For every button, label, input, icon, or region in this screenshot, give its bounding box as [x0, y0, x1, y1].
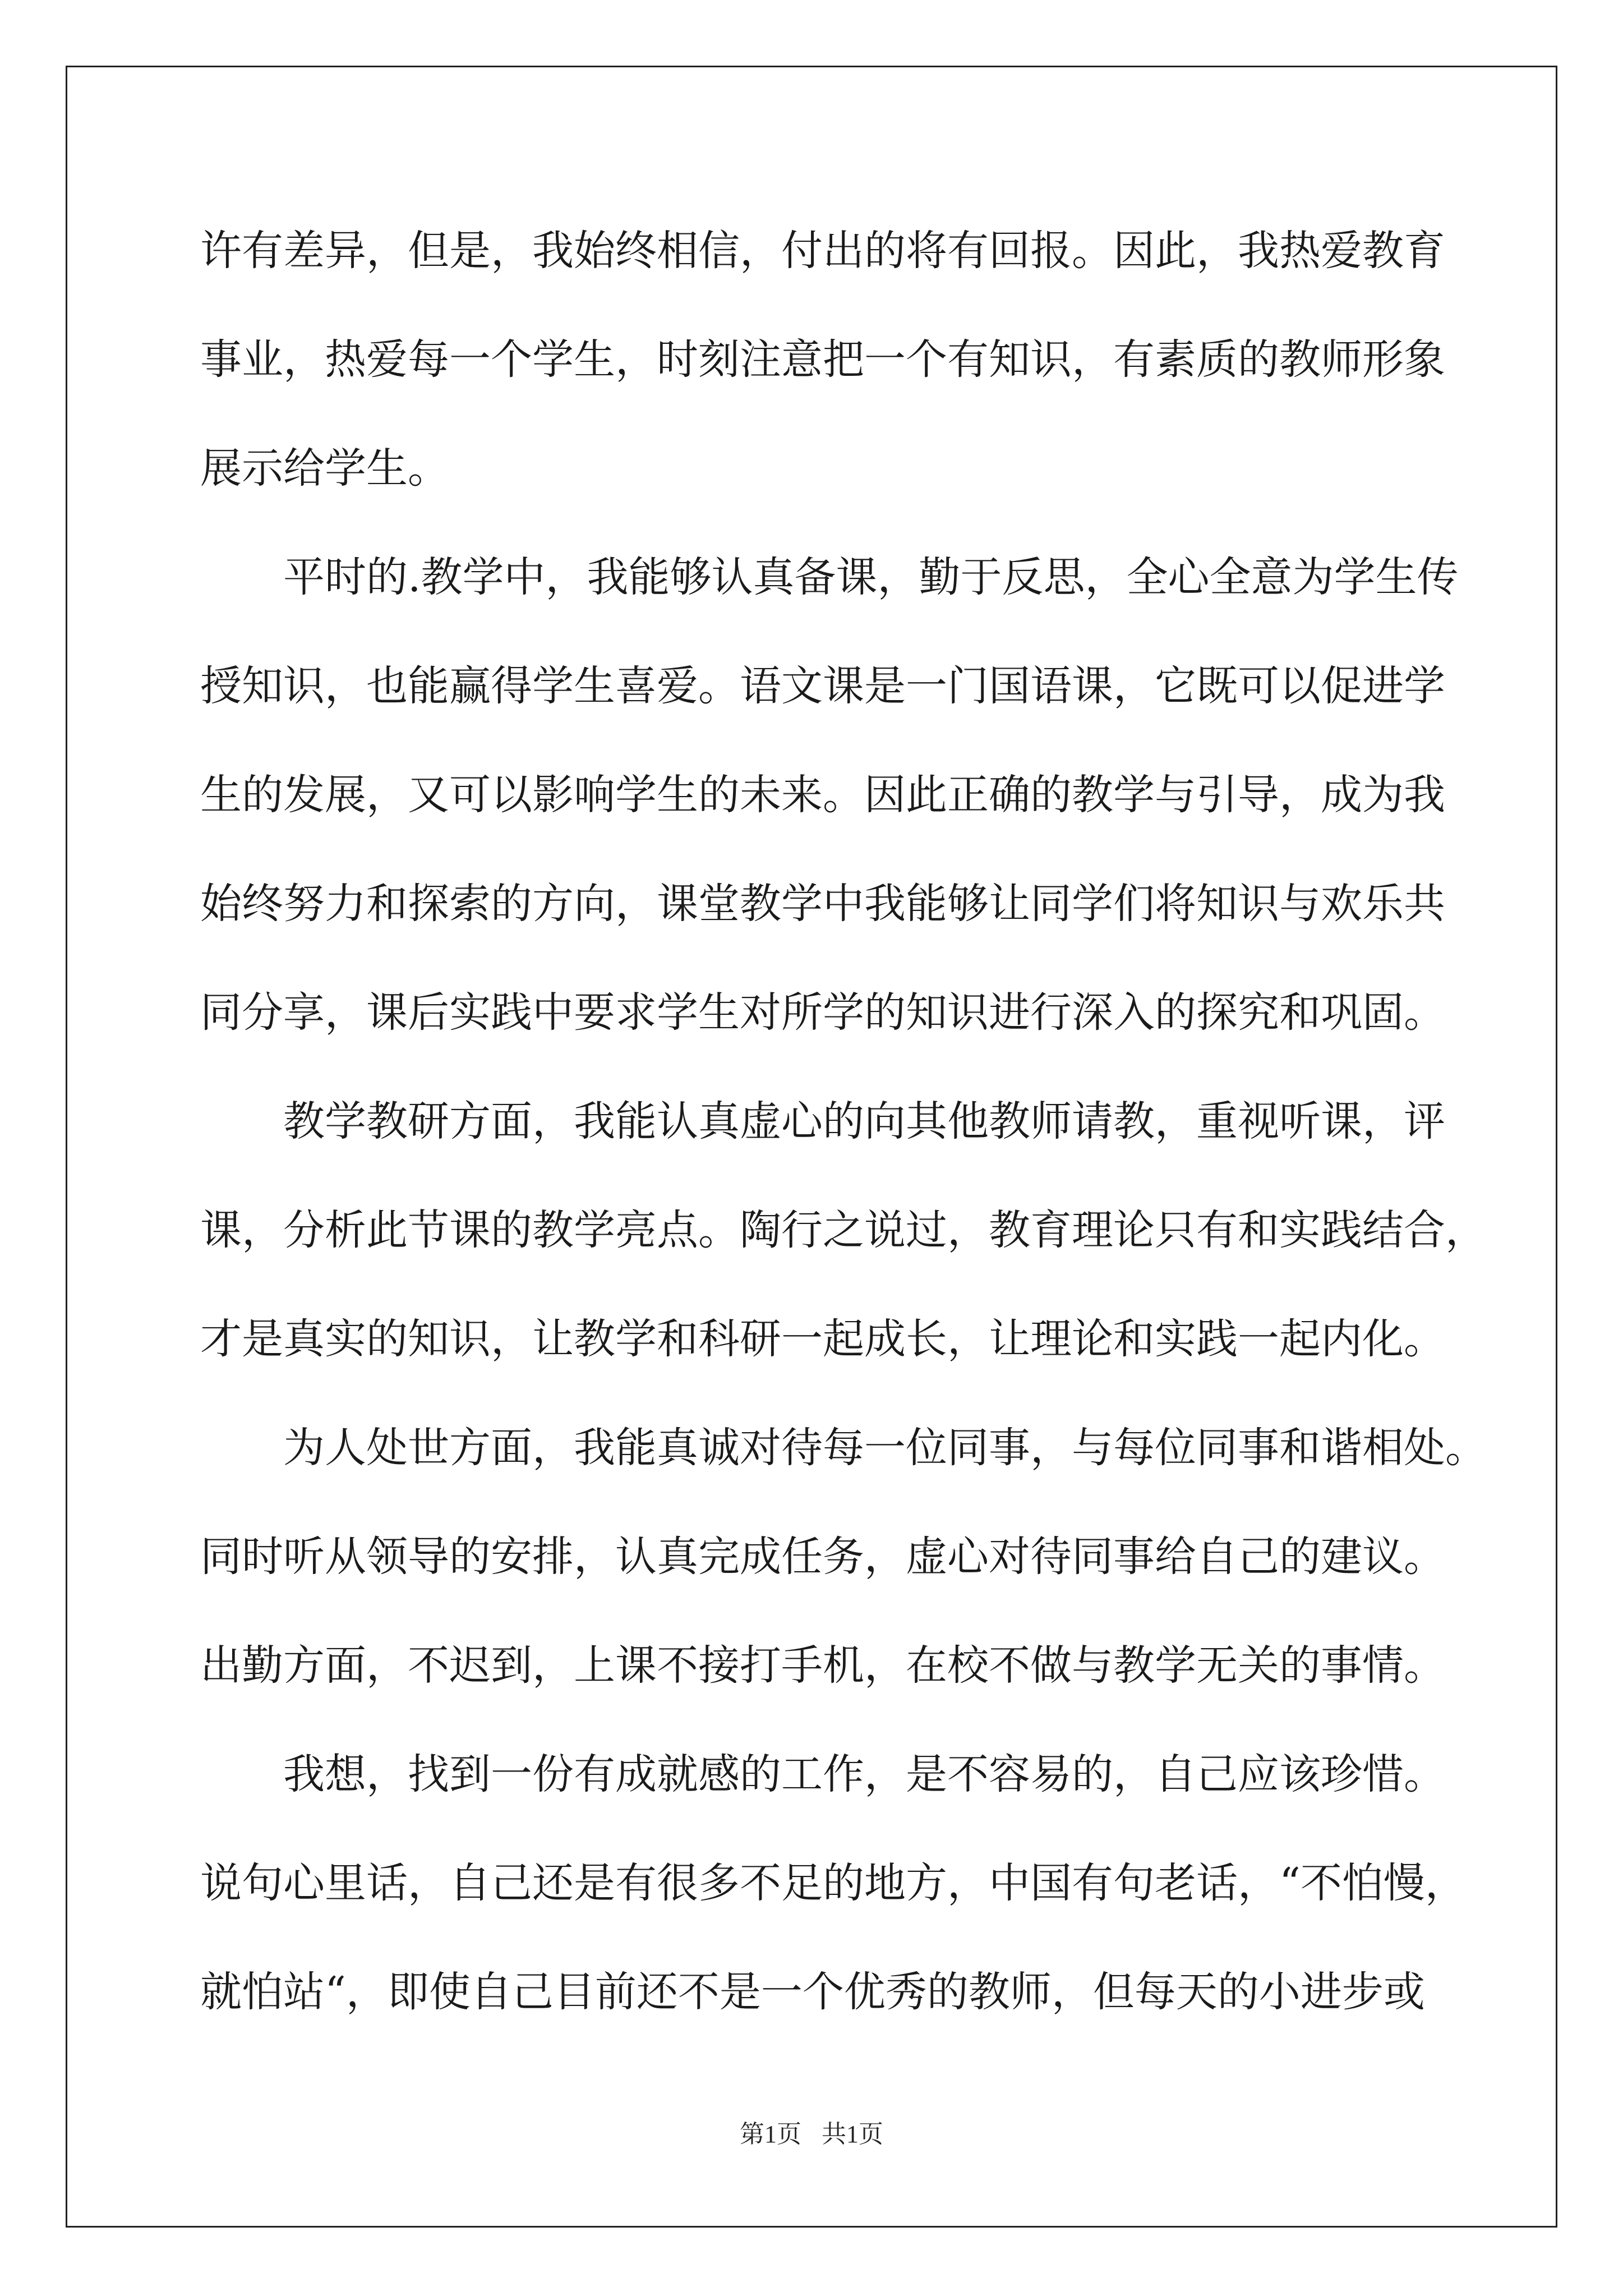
page-footer — [0, 2118, 1623, 2151]
text-line: 授知识，也能赢得学生喜爱。语文课是一门国语课，它既可以促进学 — [200, 662, 1445, 710]
text-line: 平时的.教学中，我能够认真备课，勤于反思，全心全意为学生传 — [283, 553, 1459, 601]
text-line: 课，分析此节课的教学亮点。陶行之说过，教育理论只有和实践结合， — [200, 1206, 1487, 1254]
text-line: 就怕站“，即使自己目前还不是一个优秀的教师，但每天的小进步或 — [200, 1968, 1425, 2016]
text-line: 我想，找到一份有成就感的工作，是不容易的，自己应该珍惜。 — [283, 1750, 1445, 1798]
text-line: 许有差异，但是，我始终相信，付出的将有回报。因此，我热爱教育 — [200, 227, 1445, 275]
text-line: 始终努力和探索的方向，课堂教学中我能够让同学们将知识与欢乐共 — [200, 880, 1445, 928]
text-line: 为人处世方面，我能真诚对待每一位同事，与每位同事和谐相处。 — [283, 1424, 1487, 1472]
text-line: 教学教研方面，我能认真虚心的向其他教师请教，重视听课，评 — [283, 1097, 1445, 1145]
text-line: 同时听从领导的安排，认真完成任务，虚心对待同事给自己的建议。 — [200, 1533, 1445, 1581]
text-line: 说句心里话，自己还是有很多不足的地方，中国有句老话，“不怕慢， — [200, 1859, 1467, 1907]
text-line: 事业，热爱每一个学生，时刻注意把一个有知识，有素质的教师形象 — [200, 335, 1445, 384]
text-line: 生的发展，又可以影响学生的未来。因此正确的教学与引导，成为我 — [200, 771, 1445, 819]
text-line: 同分享，课后实践中要求学生对所学的知识进行深入的探究和巩固。 — [200, 988, 1445, 1037]
text-line: 展示给学生。 — [200, 444, 449, 493]
text-line: 出勤方面，不迟到，上课不接打手机，在校不做与教学无关的事情。 — [200, 1641, 1445, 1690]
page-number: 第1页 — [740, 2120, 801, 2148]
document-body — [200, 214, 1487, 2064]
page-total: 共1页 — [822, 2120, 883, 2148]
text-line: 才是真实的知识，让教学和科研一起成长，让理论和实践一起内化。 — [200, 1315, 1445, 1363]
